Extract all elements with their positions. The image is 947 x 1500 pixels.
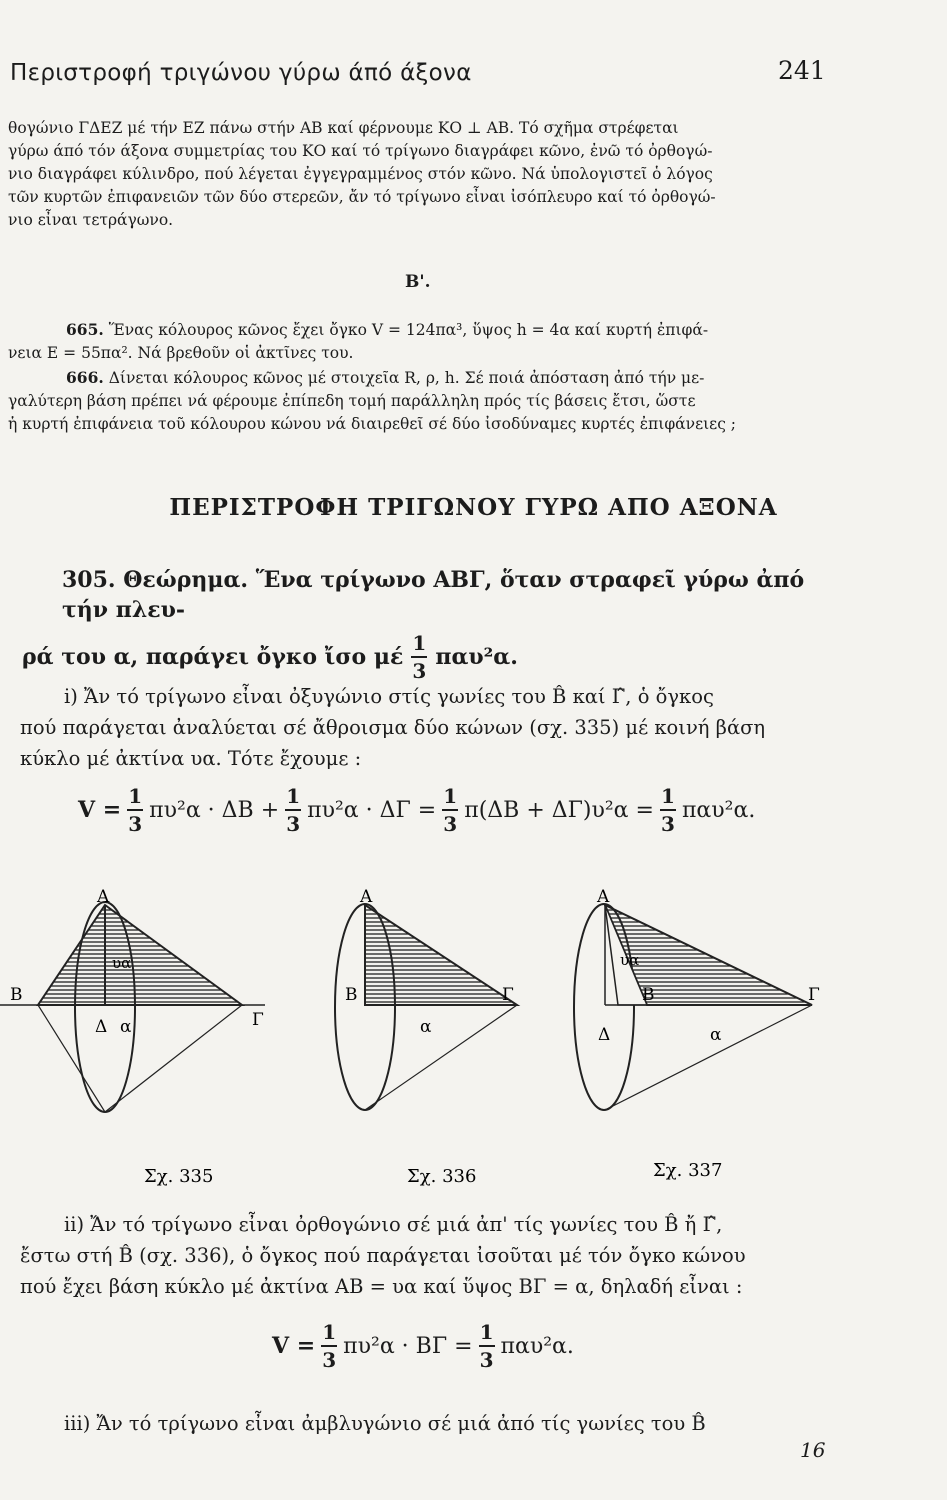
running-header: Περιστροφή τριγώνου γύρω άπό άξονα xyxy=(10,60,472,86)
exercise-text: Δίνεται κόλουρος κῶνος μέ στοιχεῖα R, ρ, h. Σέ ποιά ἀπόσταση ἀπό τήν με- xyxy=(108,369,705,387)
exercise-text: ἡ κυρτή ἐπιφάνεια τοῦ κόλουρου κώνου νά διαιρεθεῖ σέ δύο ἰσοδύναμες κυρτές ἐπιφάνειες ; xyxy=(8,415,737,433)
formula-term: π(ΔΒ + ΔΓ)υ²α = xyxy=(464,797,654,823)
exercise-text: Ἕνας κόλουρος κῶνος ἔχει ὄγκο V = 124πα³, ὕψος h = 4α καί κυρτή ἐπιφά- xyxy=(108,321,709,339)
label-G: Γ xyxy=(808,985,820,1005)
exercise-number: 665. xyxy=(66,320,104,339)
label-u: υα xyxy=(620,951,640,969)
fraction xyxy=(660,786,676,834)
theorem-305 xyxy=(22,565,832,683)
formula-term: παυ²α. xyxy=(681,797,756,823)
label-u: υα xyxy=(112,954,132,972)
case-ii-line: ii) Ἄν τό τρίγωνο εἶναι ὀρθογώνιο σέ μιά ἀπ' τίς γωνίες του B̂ ἤ Γ̂, xyxy=(64,1213,723,1236)
intro-line: τῶν κυρτῶν ἐπιφανειῶν τῶν δύο στερεῶν, ἄν τό τρίγωνο εἶναι ἰσόπλευρο καί τό ὀρθογώ- xyxy=(8,188,716,206)
case-iii-paragraph xyxy=(20,1408,832,1439)
fraction xyxy=(479,1322,495,1370)
label-B: Β xyxy=(10,985,23,1005)
exercise-group-label: Β'. xyxy=(405,272,431,292)
label-a: α xyxy=(420,1017,432,1037)
fraction xyxy=(285,786,301,834)
theorem-text: παυ²α. xyxy=(435,644,518,670)
formula-term: πυ²α · ΔΒ + xyxy=(149,797,280,823)
intro-paragraph xyxy=(8,117,823,232)
denominator: 3 xyxy=(661,812,675,836)
denominator: 3 xyxy=(479,1348,494,1372)
case-iii-line: iii) Ἄν τό τρίγωνο εἶναι ἀμβλυγώνιο σέ μιά ἀπό τίς γωνίες του B̂ xyxy=(64,1412,706,1435)
formula-term: πυ²α · ΒΓ = xyxy=(343,1333,473,1359)
case-i-paragraph xyxy=(20,681,832,774)
label-a: α xyxy=(120,1017,132,1037)
formula-case-ii xyxy=(272,1322,574,1370)
figure-caption: Σχ. 336 xyxy=(407,1166,477,1187)
formula-lhs: V = xyxy=(272,1333,316,1359)
label-D: Δ xyxy=(598,1025,611,1045)
label-A: Α xyxy=(97,887,110,907)
intro-line: θογώνιο ΓΔΕΖ μέ τήν ΕΖ πάνω στήν ΑΒ καί φέρνουμε ΚΟ ⊥ ΑΒ. Τό σχῆμα στρέφεται xyxy=(8,119,679,137)
formula-term: πυ²α · ΔΓ = xyxy=(307,797,437,823)
theorem-label: 305. Θεώρημα. xyxy=(62,567,249,593)
page-number: 241 xyxy=(778,56,826,85)
fraction xyxy=(442,786,458,834)
case-ii-paragraph xyxy=(20,1209,832,1302)
case-ii-line: ἔστω στή B̂ (σχ. 336), ὁ ὄγκος πού παράγεται ἰσοῦται μέ τόν ὄγκο κώνου xyxy=(20,1244,746,1267)
intro-line: γύρω άπό τόν άξονα συμμετρίας του ΚΟ καί τό τρίγωνο διαγράφει κῶνο, ἐνῶ τό ὀρθογώ- xyxy=(8,142,713,160)
exercise-text: νεια Ε = 55πα². Νά βρεθοῦν οἱ ἀκτῖνες του. xyxy=(8,344,354,362)
case-i-line: i) Ἄν τό τρίγωνο εἶναι ὀξυγώνιο στίς γωνίες του B̂ καί Γ̂, ὁ ὄγκος xyxy=(64,685,714,708)
exercise-text: γαλύτερη βάση πρέπει νά φέρουμε ἐπίπεδη τομή παράλληλη πρός τίς βάσεις ἔτσι, ὥστε xyxy=(8,392,696,410)
numerator: 1 xyxy=(412,631,427,655)
numerator: 1 xyxy=(128,784,143,808)
figure-caption: Σχ. 337 xyxy=(653,1160,723,1181)
denominator: 3 xyxy=(286,812,301,836)
figure-caption: Σχ. 335 xyxy=(144,1166,214,1187)
numerator: 1 xyxy=(322,1320,337,1344)
fraction xyxy=(411,633,427,681)
signature-mark: 16 xyxy=(800,1438,826,1462)
intro-line: νιο εἶναι τετράγωνο. xyxy=(8,211,174,229)
formula-lhs: V = xyxy=(78,797,122,823)
figure-337 xyxy=(560,880,840,1190)
label-B: Β xyxy=(642,985,655,1005)
formula-term: παυ²α. xyxy=(500,1333,574,1359)
label-A: Α xyxy=(360,887,373,907)
denominator: 3 xyxy=(322,1348,337,1372)
numerator: 1 xyxy=(443,784,458,808)
case-i-line: κύκλο μέ ἀκτίνα υα. Τότε ἔχουμε : xyxy=(20,747,362,770)
fraction xyxy=(127,786,143,834)
theorem-text: ρά του α, παράγει ὄγκο ἴσο μέ xyxy=(22,644,404,670)
label-D: Δ xyxy=(95,1017,108,1037)
figure-336 xyxy=(300,880,550,1190)
label-A: Α xyxy=(597,887,610,907)
fraction xyxy=(321,1322,337,1370)
exercise-665 xyxy=(8,318,823,365)
numerator: 1 xyxy=(661,784,675,808)
intro-line: νιο διαγράφει κύλινδρο, πού λέγεται ἐγγεγραμμένος στόν κῶνο. Νά ὑπολογιστεῖ ὁ λόγος xyxy=(8,165,713,183)
label-B: Β xyxy=(345,985,358,1005)
numerator: 1 xyxy=(286,784,301,808)
case-i-line: πού παράγεται ἀναλύεται σέ ἄθροισμα δύο κώνων (σχ. 335) μέ κοινή βάση xyxy=(20,716,766,739)
theorem-text: Ἕνα τρίγωνο ΑΒΓ, ὅταν στραφεῖ γύρω ἀπό τήν πλευ- xyxy=(62,567,805,623)
denominator: 3 xyxy=(128,812,143,836)
formula-case-i xyxy=(78,786,755,834)
denominator: 3 xyxy=(412,659,427,683)
figure-335 xyxy=(0,880,290,1190)
numerator: 1 xyxy=(479,1320,494,1344)
label-G: Γ xyxy=(502,985,514,1005)
exercise-number: 666. xyxy=(66,368,104,387)
section-title: ΠΕΡΙΣΤΡΟΦΗ ΤΡΙΓΩΝΟΥ ΓΥΡΩ ΑΠΟ ΑΞΟΝΑ xyxy=(169,494,778,521)
label-G: Γ xyxy=(252,1010,264,1030)
exercise-666 xyxy=(8,366,823,436)
case-ii-line: πού ἔχει βάση κύκλο μέ ἀκτίνα ΑΒ = υα καί ὕψος ΒΓ = α, δηλαδή εἶναι : xyxy=(20,1275,743,1298)
denominator: 3 xyxy=(443,812,458,836)
label-a: α xyxy=(710,1025,722,1045)
